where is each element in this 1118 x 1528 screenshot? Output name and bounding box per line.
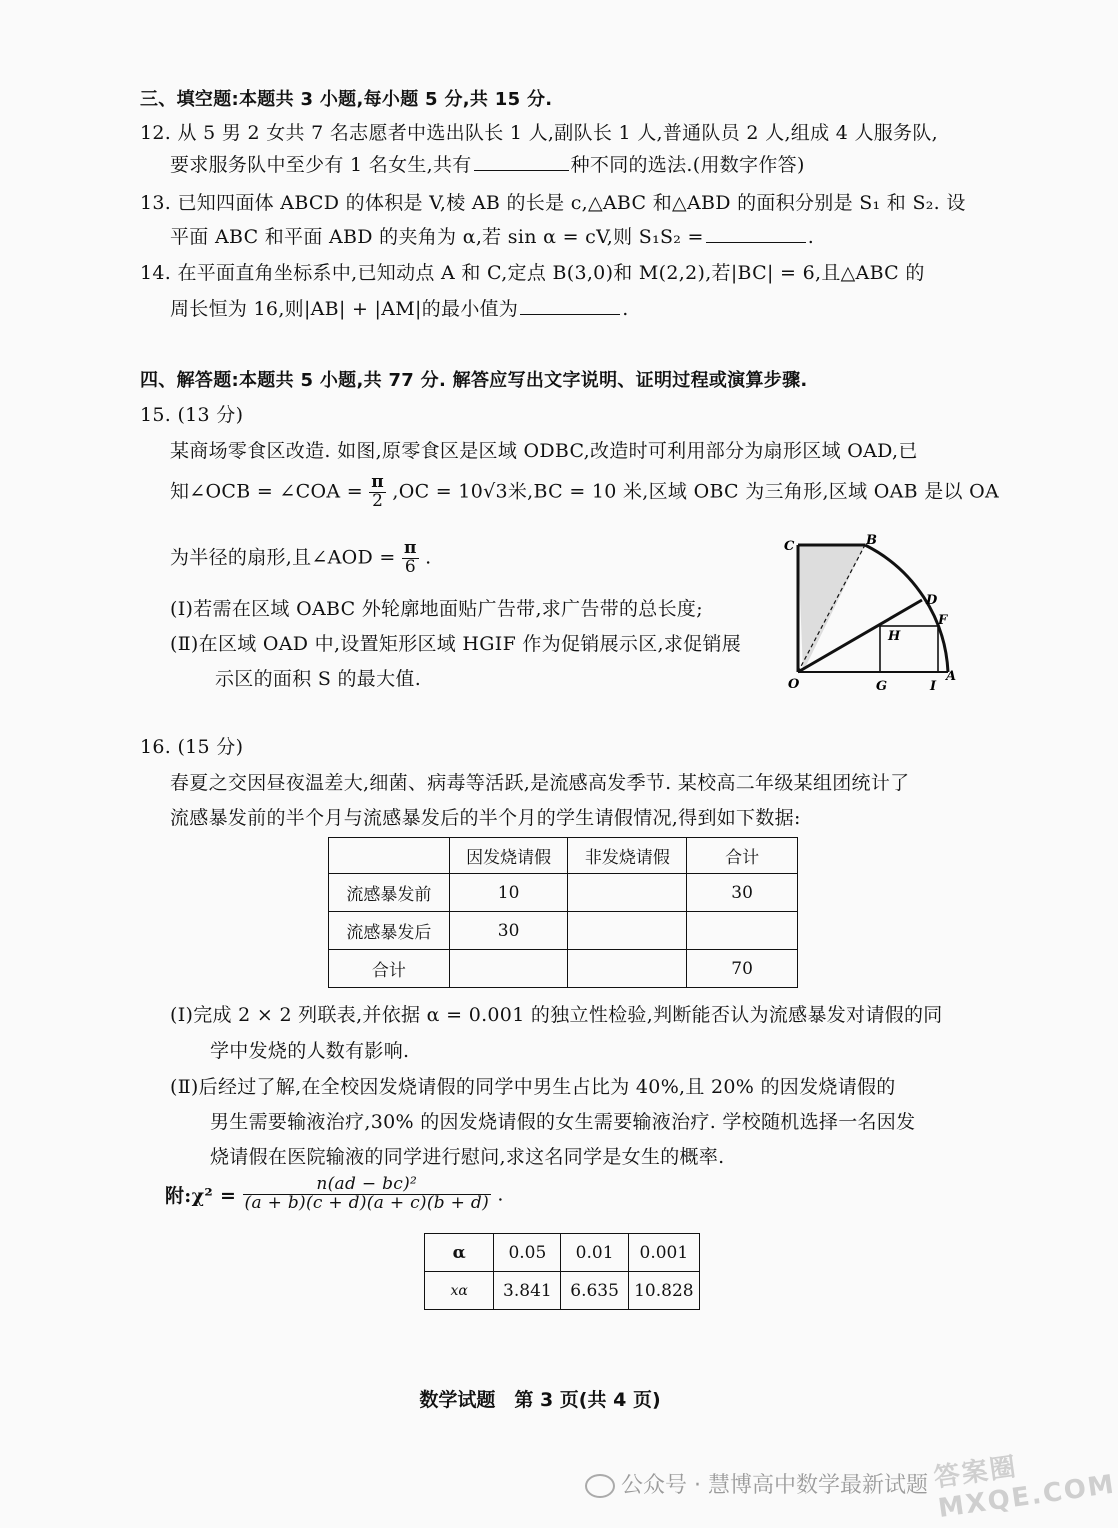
crit-cell: 3.841 bbox=[494, 1272, 561, 1310]
q16-part-ii-line1: (Ⅱ)后经过了解,在全校因发烧请假的同学中男生占比为 40%,且 20% 的因发烧请假的 bbox=[170, 1076, 896, 1098]
q15-para3-a: 为半径的扇形,且∠AOD = bbox=[170, 546, 396, 569]
q16-part-ii-line2: 男生需要输液治疗,30% 的因发烧请假的女生需要输液治疗. 学校随机选择一名因发 bbox=[210, 1111, 916, 1133]
q12-text-b: 种不同的选法.(用数字作答) bbox=[570, 154, 805, 176]
q16-part-i-line2: 学中发烧的人数有影响. bbox=[210, 1040, 410, 1062]
q15-para2-a: 知∠OCB = ∠COA = bbox=[170, 480, 363, 503]
label-F: F bbox=[938, 613, 948, 628]
table-header-cell: 合计 bbox=[687, 838, 798, 874]
crit-cell: 6.635 bbox=[561, 1272, 628, 1310]
wechat-icon bbox=[585, 1474, 615, 1498]
label-O: O bbox=[788, 677, 800, 692]
q12-line1: 12. 从 5 男 2 女共 7 名志愿者中选出队长 1 人,副队长 1 人,普通队员 2 人,组成 4 人服务队, bbox=[140, 122, 938, 144]
watermark-text: 公众号 · 慧博高中数学最新试题 bbox=[585, 1468, 928, 1499]
q15-para2-b: ,OC = 10√3米,BC = 10 米,区域 OBC 为三角形,区域 OAB 是以 OA bbox=[392, 480, 1000, 503]
q13-answer-blank[interactable] bbox=[706, 241, 806, 243]
table-cell: 10 bbox=[449, 874, 568, 912]
table-cell[interactable] bbox=[687, 912, 798, 950]
q16-part-ii-line3: 烧请假在医院输液的同学进行慰问,求这名同学是女生的概率. bbox=[210, 1146, 725, 1168]
q15-part-ii-line1: (Ⅱ)在区域 OAD 中,设置矩形区域 HGIF 作为促销展示区,求促销展 bbox=[170, 633, 742, 655]
label-I: I bbox=[930, 679, 937, 694]
sector-figure bbox=[770, 530, 970, 700]
q14-answer-blank[interactable] bbox=[520, 313, 620, 315]
formula-end: . bbox=[497, 1183, 504, 1206]
critical-value-table bbox=[424, 1233, 700, 1310]
crit-cell: 0.001 bbox=[628, 1234, 699, 1272]
chi-square-formula bbox=[165, 1176, 504, 1213]
q12-text-a: 要求服务队中至少有 1 名女生,共有 bbox=[170, 154, 472, 176]
q14-line2 bbox=[170, 294, 629, 321]
contingency-table bbox=[328, 837, 798, 988]
table-header-cell: 非发烧请假 bbox=[568, 838, 687, 874]
q15-heading: 15. (13 分) bbox=[140, 404, 244, 426]
q14-text-b: . bbox=[622, 298, 629, 320]
q15-para2 bbox=[170, 474, 999, 511]
label-H: H bbox=[888, 629, 901, 644]
label-A: A bbox=[946, 669, 957, 684]
fraction-pi-over-6: $\frac{\pi}{6}$ bbox=[404, 538, 417, 577]
label-D: D bbox=[926, 593, 938, 608]
table-cell: 流感暴发前 bbox=[329, 874, 450, 912]
table-cell: 流感暴发后 bbox=[329, 912, 450, 950]
table-cell: 70 bbox=[687, 950, 798, 988]
q16-part-i-line1: (Ⅰ)完成 2 × 2 列联表,并依据 α = 0.001 的独立性检验,判断能否认为流感暴发对请假的同 bbox=[170, 1004, 943, 1026]
crit-cell: 0.01 bbox=[561, 1234, 628, 1272]
section-4-header: 四、解答题:本题共 5 小题,共 77 分. 解答应写出文字说明、证明过程或演算步骤. bbox=[140, 370, 808, 391]
label-G: G bbox=[876, 679, 888, 694]
fraction-pi-over-2: $\frac{\pi}{2}$ bbox=[371, 472, 385, 511]
table-cell: 30 bbox=[449, 912, 568, 950]
table-cell[interactable] bbox=[568, 874, 687, 912]
table-cell[interactable] bbox=[568, 950, 687, 988]
crit-cell: 10.828 bbox=[628, 1272, 699, 1310]
q12-answer-blank[interactable] bbox=[474, 169, 569, 171]
q16-para2: 流感暴发前的半个月与流感暴发后的半个月的学生请假情况,得到如下数据: bbox=[170, 807, 801, 829]
q13-line1: 13. 已知四面体 ABCD 的体积是 V,棱 AB 的长是 c,△ABC 和△ABD 的面积分别是 S₁ 和 S₂. 设 bbox=[140, 192, 966, 214]
table-cell: 合计 bbox=[329, 950, 450, 988]
q14-text-a: 周长恒为 16,则|AB| + |AM|的最小值为 bbox=[170, 298, 519, 320]
crit-cell: xα bbox=[425, 1272, 494, 1310]
q12-line2 bbox=[170, 150, 805, 177]
table-header-cell bbox=[329, 838, 450, 874]
crit-cell: α bbox=[425, 1234, 494, 1272]
q16-heading: 16. (15 分) bbox=[140, 736, 244, 758]
table-cell: 30 bbox=[687, 874, 798, 912]
q16-para1: 春夏之交因昼夜温差大,细菌、病毒等活跃,是流感高发季节. 某校高二年级某组团统计了 bbox=[170, 772, 910, 794]
q15-para3-b: . bbox=[425, 546, 432, 569]
page-footer: 数学试题 第 3 页(共 4 页) bbox=[419, 1389, 661, 1411]
formula-label: 附:χ² = bbox=[165, 1184, 237, 1207]
table-cell[interactable] bbox=[568, 912, 687, 950]
crit-cell: 0.05 bbox=[494, 1234, 561, 1272]
q15-part-i: (Ⅰ)若需在区域 OABC 外轮廓地面贴广告带,求广告带的总长度; bbox=[170, 598, 703, 620]
table-header-cell: 因发烧请假 bbox=[449, 838, 568, 874]
q13-line2 bbox=[170, 222, 814, 249]
q15-part-ii-line2: 示区的面积 S 的最大值. bbox=[215, 668, 422, 690]
label-B: B bbox=[866, 533, 877, 548]
q13-text-b: . bbox=[807, 226, 815, 248]
section-3-header: 三、填空题:本题共 3 小题,每小题 5 分,共 15 分. bbox=[140, 89, 553, 110]
q13-text-a: 平面 ABC 和平面 ABD 的夹角为 α,若 sin α = cV,则 S₁S₂ = bbox=[170, 226, 704, 248]
q14-line1: 14. 在平面直角坐标系中,已知动点 A 和 C,定点 B(3,0)和 M(2,2),若|BC| = 6,且△ABC 的 bbox=[140, 262, 925, 284]
label-C: C bbox=[784, 539, 795, 554]
q15-para3 bbox=[170, 540, 431, 577]
table-cell[interactable] bbox=[449, 950, 568, 988]
q15-para1: 某商场零食区改造. 如图,原零食区是区域 ODBC,改造时可利用部分为扇形区域 OAD,已 bbox=[170, 440, 918, 462]
watermark-logo: 答案圈 MXQE.COM bbox=[932, 1452, 1118, 1525]
formula-fraction: $\frac{\text{n(ad − bc)²}}{(a + b)(c + d)(a + c)(b + d)}$ bbox=[244, 1174, 490, 1213]
